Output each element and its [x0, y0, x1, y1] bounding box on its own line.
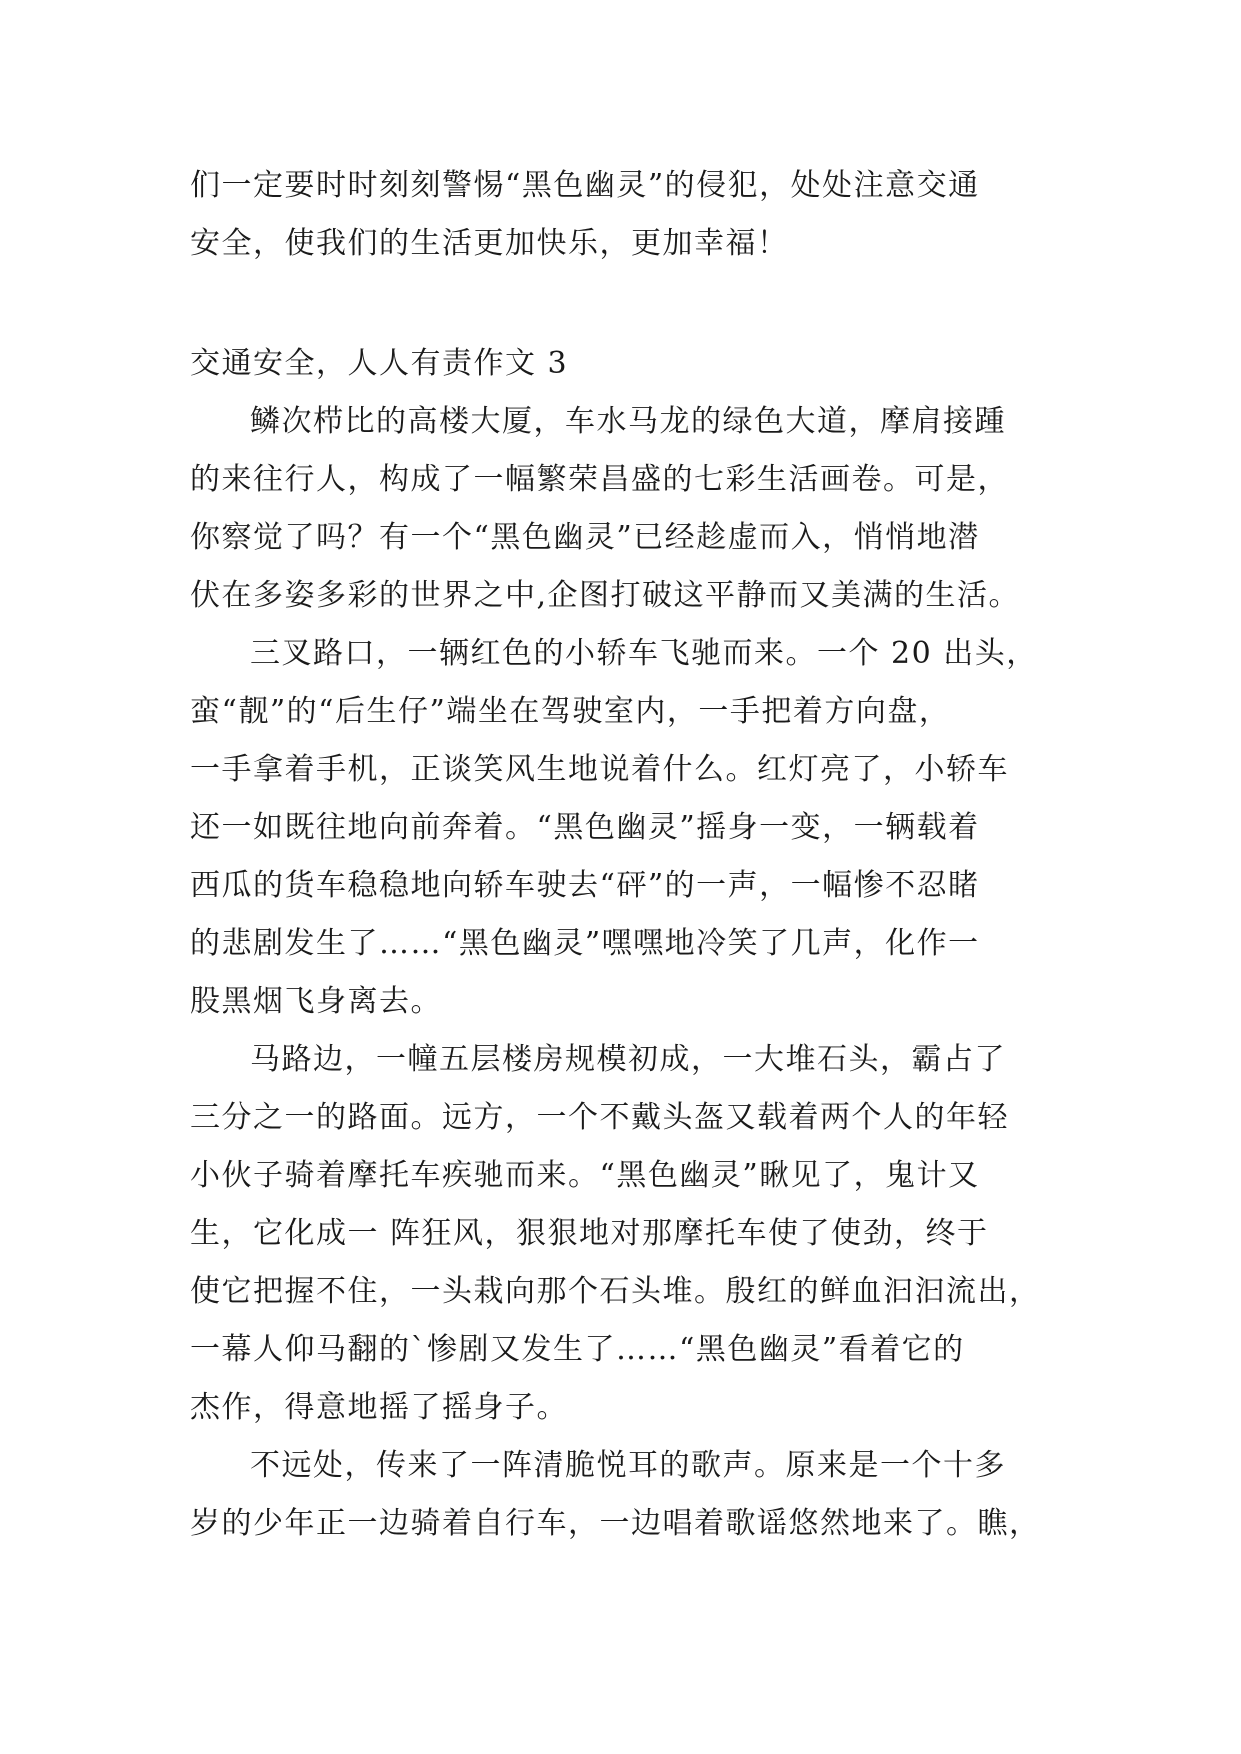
paragraph-line: 股黑烟飞身离去。 — [190, 984, 442, 1019]
paragraph-line: 一手拿着手机，正谈笑风生地说着什么。红灯亮了，小轿车 — [190, 752, 1009, 787]
paragraph-line: 西瓜的货车稳稳地向轿车驶去“砰”的一声，一幅惨不忍睹 — [190, 868, 980, 903]
paragraph-line: 鳞次栉比的高楼大厦，车水马龙的绿色大道，摩肩接踵 — [250, 404, 1006, 439]
intro-line: 安全，使我们的生活更加快乐，更加幸福！ — [190, 226, 789, 261]
paragraph-line: 的来往行人，构成了一幅繁荣昌盛的七彩生活画卷。可是， — [190, 462, 1009, 497]
paragraph-line: 小伙子骑着摩托车疾驰而来。“黑色幽灵”瞅见了，鬼计又 — [190, 1158, 980, 1193]
paragraph-line: 还一如既往地向前奔着。“黑色幽灵”摇身一变，一辆载着 — [190, 810, 980, 845]
paragraph-line: 一幕人仰马翻的`惨剧又发生了……“黑色幽灵”看着它的 — [190, 1332, 965, 1367]
paragraph-line: 伏在多姿多彩的世界之中,企图打破这平静而又美满的生活。 — [190, 578, 1021, 613]
paragraph-line: 生，它化成一 阵狂风，狠狠地对那摩托车使了使劲，终于 — [190, 1216, 989, 1251]
intro-line: 们一定要时时刻刻警惕“黑色幽灵”的侵犯，处处注意交通 — [190, 168, 980, 203]
paragraph-line: 杰作，得意地摇了摇身子。 — [190, 1390, 568, 1425]
essay-title: 交通安全，人人有责作文 3 — [190, 346, 569, 381]
paragraph-line: 的悲剧发生了……“黑色幽灵”嘿嘿地冷笑了几声，化作一 — [190, 926, 980, 961]
paragraph-line: 你察觉了吗？有一个“黑色幽灵”已经趁虚而入，悄悄地潜 — [190, 520, 980, 555]
paragraph-line: 马路边，一幢五层楼房规模初成，一大堆石头，霸占了 — [250, 1042, 1006, 1077]
paragraph-line: 蛮“靓”的“后生仔”端坐在驾驶室内，一手把着方向盘， — [190, 694, 951, 729]
paragraph-line: 不远处，传来了一阵清脆悦耳的歌声。原来是一个十多 — [250, 1448, 1006, 1483]
paragraph-line: 三分之一的路面。远方，一个不戴头盔又载着两个人的年轻 — [190, 1100, 1009, 1135]
paragraph-line: 使它把握不住，一头栽向那个石头堆。殷红的鲜血汩汩流出， — [190, 1274, 1041, 1309]
paragraph-line: 岁的少年正一边骑着自行车，一边唱着歌谣悠然地来了。瞧， — [190, 1506, 1041, 1541]
paragraph-line: 三叉路口，一辆红色的小轿车飞驰而来。一个 20 出头， — [250, 636, 1038, 671]
